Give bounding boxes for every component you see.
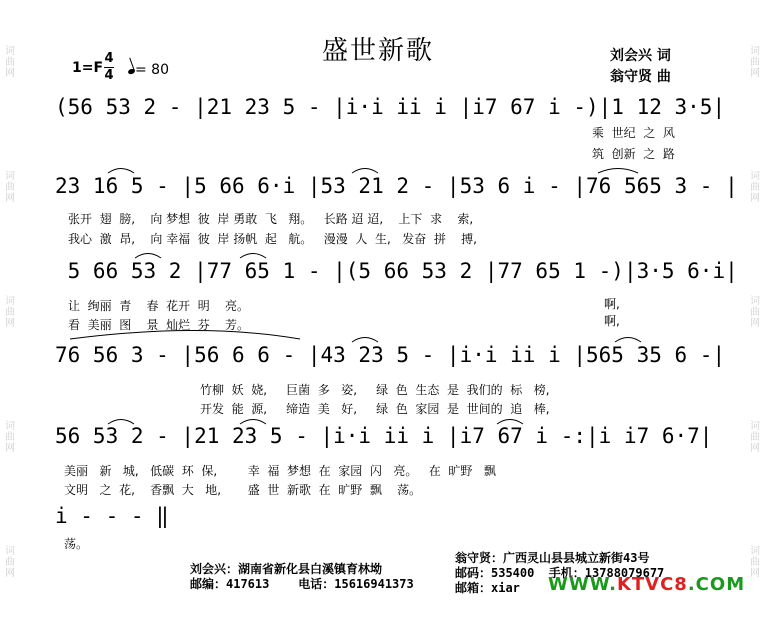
lyric-line: 啊, (604, 314, 620, 328)
slur-arc (70, 331, 300, 340)
lyricist-address: 刘会兴：湖南省新化县白溪镇育林坳 (190, 562, 383, 576)
lyric-line: 筑 创新 之 路 (592, 147, 675, 161)
watermark-unit: 词 曲 网 (5, 421, 15, 454)
slur-arc (497, 420, 523, 425)
time-denominator: 4 (104, 68, 114, 83)
lyric-line: 看 美丽 图 景 灿烂 芬 芳。 (68, 318, 250, 332)
score-line-1: (56 53 2 - |21 23 5 - |i·i ii i |i7 67 i -)|1 12 3·5| (55, 95, 726, 119)
score-line-2: 23 16 5 - |5 66 6·i |53 21 2 - |53 6 i - |76 565 3 - | (55, 174, 738, 198)
lyric-line: 文明 之 花, 香飘 大 地, 盛 世 新歌 在 旷野 飘 荡。 (64, 483, 422, 497)
slur-arc (598, 169, 638, 174)
time-numerator: 4 (104, 51, 114, 66)
watermark-unit: 词 曲 网 (5, 46, 15, 79)
slur-arc (240, 420, 266, 425)
lyric-line: 让 绚丽 青 春 花开 明 亮。 (68, 299, 250, 313)
tempo-value: = 80 (135, 62, 169, 78)
composer-address: 翁守贤：广西灵山县县城立新街43号 (455, 551, 650, 565)
slur-arc (352, 169, 378, 174)
site-watermark: WWW.KTVC8.COM (548, 574, 746, 595)
lyric-line: 荡。 (64, 537, 89, 551)
slur-arc (615, 338, 641, 343)
composer-email: 邮箱：xiar (455, 581, 520, 595)
lyric-line: 美丽 新 城, 低碳 环 保, 幸 福 梦想 在 家园 闪 亮。 在 旷野 飘 (64, 464, 496, 478)
composer-contact: 邮码：535400 手机：13788079677 (455, 566, 665, 580)
lyric-line: 开发 能 源, 缔造 美 好, 绿 色 家园 是 世间的 追 棒, (200, 402, 550, 416)
watermark-unit: 词 曲 网 (750, 46, 760, 79)
watermark-unit: 词 曲 网 (750, 546, 760, 579)
lyricist-contact: 邮编：417613 电话：15616941373 (190, 577, 414, 591)
lyric-line: 乘 世纪 之 风 (592, 126, 675, 140)
song-title: 盛世新歌 (322, 36, 435, 66)
watermark-unit: 词 曲 网 (5, 171, 15, 204)
slur-arc (352, 338, 378, 343)
key-signature: 1=F (72, 60, 104, 76)
slur-arc (240, 254, 266, 259)
score-line-3: 5 66 53 2 |77 65 1 - |(5 66 53 2 |77 65 1 -)|3·5 6·i| (55, 259, 738, 283)
watermark-unit: 词 曲 网 (750, 296, 760, 329)
watermark-unit: 词 曲 网 (5, 546, 15, 579)
watermark-unit: 词 曲 网 (750, 421, 760, 454)
score-line-5: 56 53 2 - |21 23 5 - |i·i ii i |i7 67 i -:|i i7 6·7| (55, 424, 713, 448)
watermark-unit: 词 曲 网 (5, 296, 15, 329)
lyric-line: 张开 翅 膀, 向 梦想 彼 岸 勇敢 飞 翔。 长路 迢 迢, 上下 求 索, (68, 212, 474, 226)
watermark-unit: 词 曲 网 (750, 171, 760, 204)
lyric-line: 啊, (604, 297, 620, 311)
slur-arc (108, 420, 134, 425)
score-line-4: 76 56 3 - |56 6 6 - |43 23 5 - |i·i ii i |565 35 6 -| (55, 343, 726, 367)
lyricist-credit: 刘会兴 词 (610, 48, 671, 64)
lyric-line: 竹柳 妖 娆, 巨菌 多 姿, 绿 色 生态 是 我们的 标 榜, (200, 383, 550, 397)
composer-credit: 翁守贤 曲 (610, 69, 671, 85)
slur-arc (108, 169, 134, 174)
lyric-line: 我心 激 昂, 向 幸福 彼 岸 扬帆 起 航。 漫漫 人 生, 发奋 拼 搏, (68, 232, 477, 246)
slur-arc (135, 254, 161, 259)
score-line-6: i - - - ‖ (55, 504, 169, 528)
